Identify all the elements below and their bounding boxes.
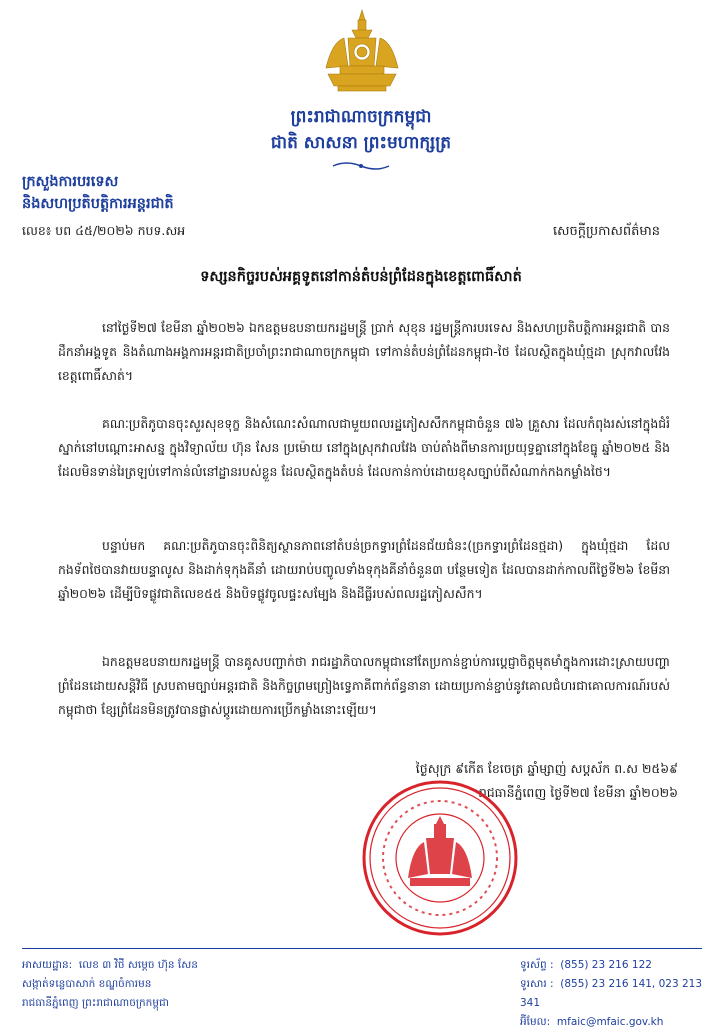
paragraph-4: ឯកឧត្តមឧបនាយករដ្ឋមន្ត្រី បានគូសបញ្ជាក់ថា រាជរដ្ឋាភិបាលកម្ពុជានៅតែប្រកាន់ខ្ជាប់ការប្តេជ្ញាចិត្តមុតមាំក្នុងការដោះស្រាយបញ្ហាព្រំដែនដោយសន្តិវិធី ស្របតាមច្បាប់អន្តរជាតិ និងកិច្ចព្រមព្រៀងទ្វេភាគីពាក់ព័ន្ធនានា ដោយប្រកាន់ខ្ជាប់នូវគោលជំហរជាគោលការណ៍របស់កម្ពុជាថា ខ្សែព្រំដែនមិនត្រូវបានផ្លាស់ប្តូរដោយការប្រើកម្លាំងនោះឡើយ។ <box>58 654 670 717</box>
email-label: អ៊ីមែល: <box>520 1016 551 1028</box>
lunar-date: ថ្ងៃសុក្រ ៩កើត ខែចេត្រ ឆ្នាំម្សាញ់ សប្តស័ក ព.ស ២៥៦៩ <box>415 761 678 776</box>
phone-label: ទូរស័ព្ទ : <box>520 959 554 971</box>
footer-address-block <box>22 956 198 1013</box>
paragraph-2: គណៈប្រតិភូបានចុះសួរសុខទុក្ខ និងសំណេះសំណាលជាមួយពលរដ្ឋភៀសសឹកកម្ពុជាចំនួន ៧៦ គ្រួសារ ដែលកំពុងរស់នៅក្នុងជំរំស្នាក់នៅបណ្តោះអាសន្ន ក្នុងវិទ្យាល័យ ហ៊ុន សែន ប្រម៉ោយ នៅក្នុងស្រុកវាលវែង ចាប់តាំងពីមានការប្រយុទ្ធគ្នានៅក្នុងខែធ្នូ ឆ្នាំ២០២៥ និងដែលមិនទាន់រៃត្រឡប់ទៅកាន់លំនៅដ្ឋានរបស់ខ្លួន ដែលស្ថិតក្នុងតំបន់ ដែលកាន់កាប់ដោយខុសច្បាប់ពីសំណាក់កងកម្លាំងថៃ។ <box>58 416 670 479</box>
ministry-name-line2: និងសហប្រតិបត្តិការអន្តរជាតិ <box>22 196 174 212</box>
address-line-3: រាជធានីភ្នំពេញ ព្រះរាជាណាចក្រកម្ពុជា <box>22 997 169 1009</box>
royal-coat-of-arms-emblem <box>318 8 406 94</box>
email-address[interactable]: mfaic@mfaic.gov.kh <box>556 1016 664 1028</box>
paragraph-1: នៅថ្ងៃទី២៧ ខែមីនា ឆ្នាំ២០២៦ ឯកឧត្តមឧបនាយករដ្ឋមន្ត្រី ប្រាក់ សុខុន រដ្ឋមន្ត្រីការបរទេស និងសហប្រតិបត្តិការអន្តរជាតិ បានដឹកនាំអង្គទូត និងតំណាងអង្គការអន្តរជាតិប្រចាំព្រះរាជាណាចក្រកម្ពុជា ទៅកាន់តំបន់ព្រំដែនកម្ពុជា-ថៃ ដែលស្ថិតក្នុងឃុំថ្មដា ស្រុកវាលវែង ខេត្តពោធិ៍សាត់។ <box>58 320 670 383</box>
address-line-2: សង្កាត់ទន្លេបាសាក់ ខណ្ឌចំការមន <box>22 978 152 990</box>
address-line-1: លេខ ៣ វិថី សម្តេច ហ៊ុន សែន <box>78 959 198 971</box>
footer-contact-block <box>520 956 722 1032</box>
ministry-name-line1: ក្រសួងការបរទេស <box>22 174 119 190</box>
solar-date: រាជធានីភ្នំពេញ ថ្ងៃទី២៧ ខែមីនា ឆ្នាំ២០២៦ <box>478 785 678 800</box>
footer-divider <box>22 948 702 949</box>
official-ministry-seal-stamp <box>360 778 520 938</box>
national-motto: ជាតិ សាសនា ព្រះមហាក្សត្រ <box>270 133 452 153</box>
document-title: ទស្សនកិច្ចរបស់អគ្គទូតនៅកាន់តំបន់ព្រំដែនក្នុងខេត្តពោធិ៍សាត់ <box>200 269 522 285</box>
reference-number: លេខ៖ បព ៤៥/២០២៦ កបទ.សអ <box>22 223 186 238</box>
fax-label: ទូរសារ : <box>520 978 554 990</box>
press-release-label: សេចក្តីប្រកាសព័ត៌មាន <box>552 224 660 239</box>
kingdom-title: ព្រះរាជាណាចក្រកម្ពុជា <box>290 107 432 127</box>
phone-number: (855) 23 216 122 <box>560 959 652 971</box>
fax-number: (855) 23 216 141, 023 213 341 <box>520 978 703 1009</box>
decorative-ornament <box>331 160 391 172</box>
paragraph-3: បន្ទាប់មក គណៈប្រតិភូបានចុះពិនិត្យស្ថានភាពនៅតំបន់ច្រកទ្វារព្រំដែនជ័យជំនះ(ច្រកទ្វារព្រំដែនថ្មដា) ក្នុងឃុំថ្មដា ដែលកងទ័ពថៃបានវាយបន្ទាលូស និងដាក់ទុកុងគីនាំ ដោយរាប់បញ្ចូលទាំងទុកុងគីនាំចំនួន៣ បន្ថែមទៀត ដែលបានដាក់កាលពីថ្ងៃទី២៦ ខែមីនា ឆ្នាំ២០២៦ ដើម្បីបិទផ្លូវជាតិលេខ៥៥ និងបិទផ្លូវចូលផ្ទះសម្បែង និងដីធ្លីរបស់ពលរដ្ឋភៀសសឹក។ <box>58 538 670 601</box>
address-label: អាសយដ្ឋាន: <box>22 959 73 971</box>
